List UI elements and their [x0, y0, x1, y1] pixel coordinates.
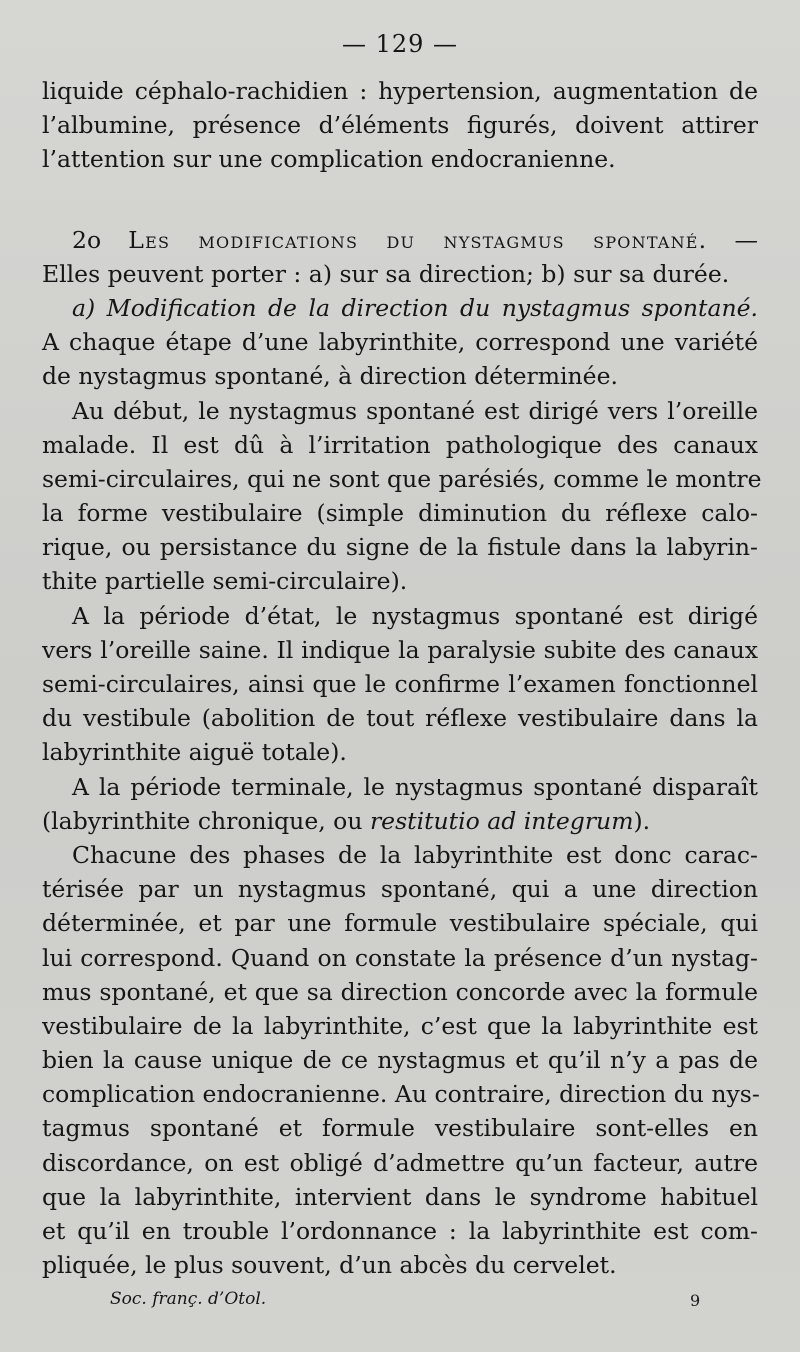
paragraph-debut	[42, 394, 762, 599]
text-line: Elles peuvent porter : a) sur sa direction; b) sur sa durée.	[42, 259, 730, 288]
text-line: l’attention sur une complication endocranienne.	[42, 145, 616, 174]
heading-number: 2o	[72, 225, 102, 254]
text-line: l’albumine, présence d’éléments figurés, doivent attirer	[42, 111, 758, 140]
text-line: Au début, le nystagmus spontané est dirigé vers l’oreille	[72, 396, 758, 425]
paragraph-subsection-a	[42, 291, 758, 394]
text-line: semi-circulaires, ainsi que le confirme l’examen fonctionnel	[42, 670, 758, 698]
text-line: du vestibule (abolition de tout réflexe vestibulaire dans la	[42, 704, 758, 733]
page-number: — 129 —	[341, 30, 459, 58]
text-segment: (labyrinthite chronique, ou	[42, 806, 363, 835]
text-line: A chaque étape d’une labyrinthite, correspond une variété	[42, 328, 758, 357]
text-line: de nystagmus spontané, à direction déterminée.	[42, 362, 618, 391]
text-line: labyrinthite aiguë totale).	[42, 738, 347, 767]
text-line: térisée par un nystagmus spontané, qui a une direction	[42, 875, 758, 904]
text-line: thite partielle semi-circulaire).	[42, 567, 408, 596]
subsection-heading-line	[42, 291, 758, 325]
text-line: Chacune des phases de la labyrinthite est donc carac-	[72, 840, 758, 869]
text-line: que la labyrinthite, intervient dans le syndrome habituel	[42, 1182, 758, 1211]
text-line: complication endocranienne. Au contraire, direction du nys-	[42, 1080, 760, 1109]
page-body	[42, 74, 762, 1282]
subsection-title: Modification de la direction du nystagmus spontané.	[106, 293, 758, 322]
text-line: vestibulaire de la labyrinthite, c’est que la labyrinthite est	[42, 1011, 758, 1040]
text-segment: ).	[633, 806, 651, 835]
text-line: mus spontané, et que sa direction concorde avec la formule	[42, 977, 758, 1006]
signature-mark: 9	[690, 1291, 701, 1310]
text-line: A la période terminale, le nystagmus spontané disparaît	[72, 772, 758, 801]
text-line: et qu’il en trouble l’ordonnance : la labyrinthite est com-	[42, 1217, 758, 1245]
section-gap	[42, 177, 758, 223]
section-heading-line	[42, 223, 758, 257]
paragraph-periode-etat	[42, 599, 758, 770]
text-line: malade. Il est dû à l’irritation pathologique des canaux	[42, 430, 758, 459]
text-line: bien la cause unique de ce nystagmus et qu’il n’y a pas de	[42, 1046, 758, 1075]
text-line: tagmus spontané et formule vestibulaire sont-elles en	[42, 1114, 758, 1143]
text-line: la forme vestibulaire (simple diminution du réflexe calo-	[42, 499, 758, 528]
paragraph-conclusion	[42, 838, 758, 1282]
paragraph-periode-terminale	[42, 770, 758, 838]
subsection-label: a)	[72, 293, 96, 322]
footer-source: Soc. franç. d’Otol.	[110, 1289, 267, 1309]
text-line: pliquée, le plus souvent, d’un abcès du cervelet.	[42, 1251, 617, 1280]
text-line: déterminée, et par une formule vestibulaire spéciale, qui	[42, 909, 758, 938]
section-heading-paragraph	[42, 223, 758, 291]
latin-phrase: restitutio ad integrum	[369, 806, 634, 835]
heading-dash: —	[734, 225, 758, 254]
text-line: semi-circulaires, qui ne sont que parésiés, comme le montre	[42, 464, 762, 493]
paragraph-1	[42, 74, 758, 177]
text-line: vers l’oreille saine. Il indique la paralysie subite des canaux	[42, 635, 758, 664]
page-footer	[110, 1289, 710, 1309]
text-line: rique, ou persistance du signe de la fistule dans la labyrin-	[42, 533, 758, 562]
section-heading: Les modifications du nystagmus spontané.	[128, 225, 708, 254]
text-line: discordance, on est obligé d’admettre qu’un facteur, autre	[42, 1148, 758, 1177]
text-line: liquide céphalo-rachidien : hypertension, augmentation de	[42, 77, 758, 105]
text-line: lui correspond. Quand on constate la présence d’un nystag-	[42, 943, 758, 972]
text-line: A la période d’état, le nystagmus spontané est dirigé	[72, 601, 758, 630]
text-line	[42, 804, 758, 838]
